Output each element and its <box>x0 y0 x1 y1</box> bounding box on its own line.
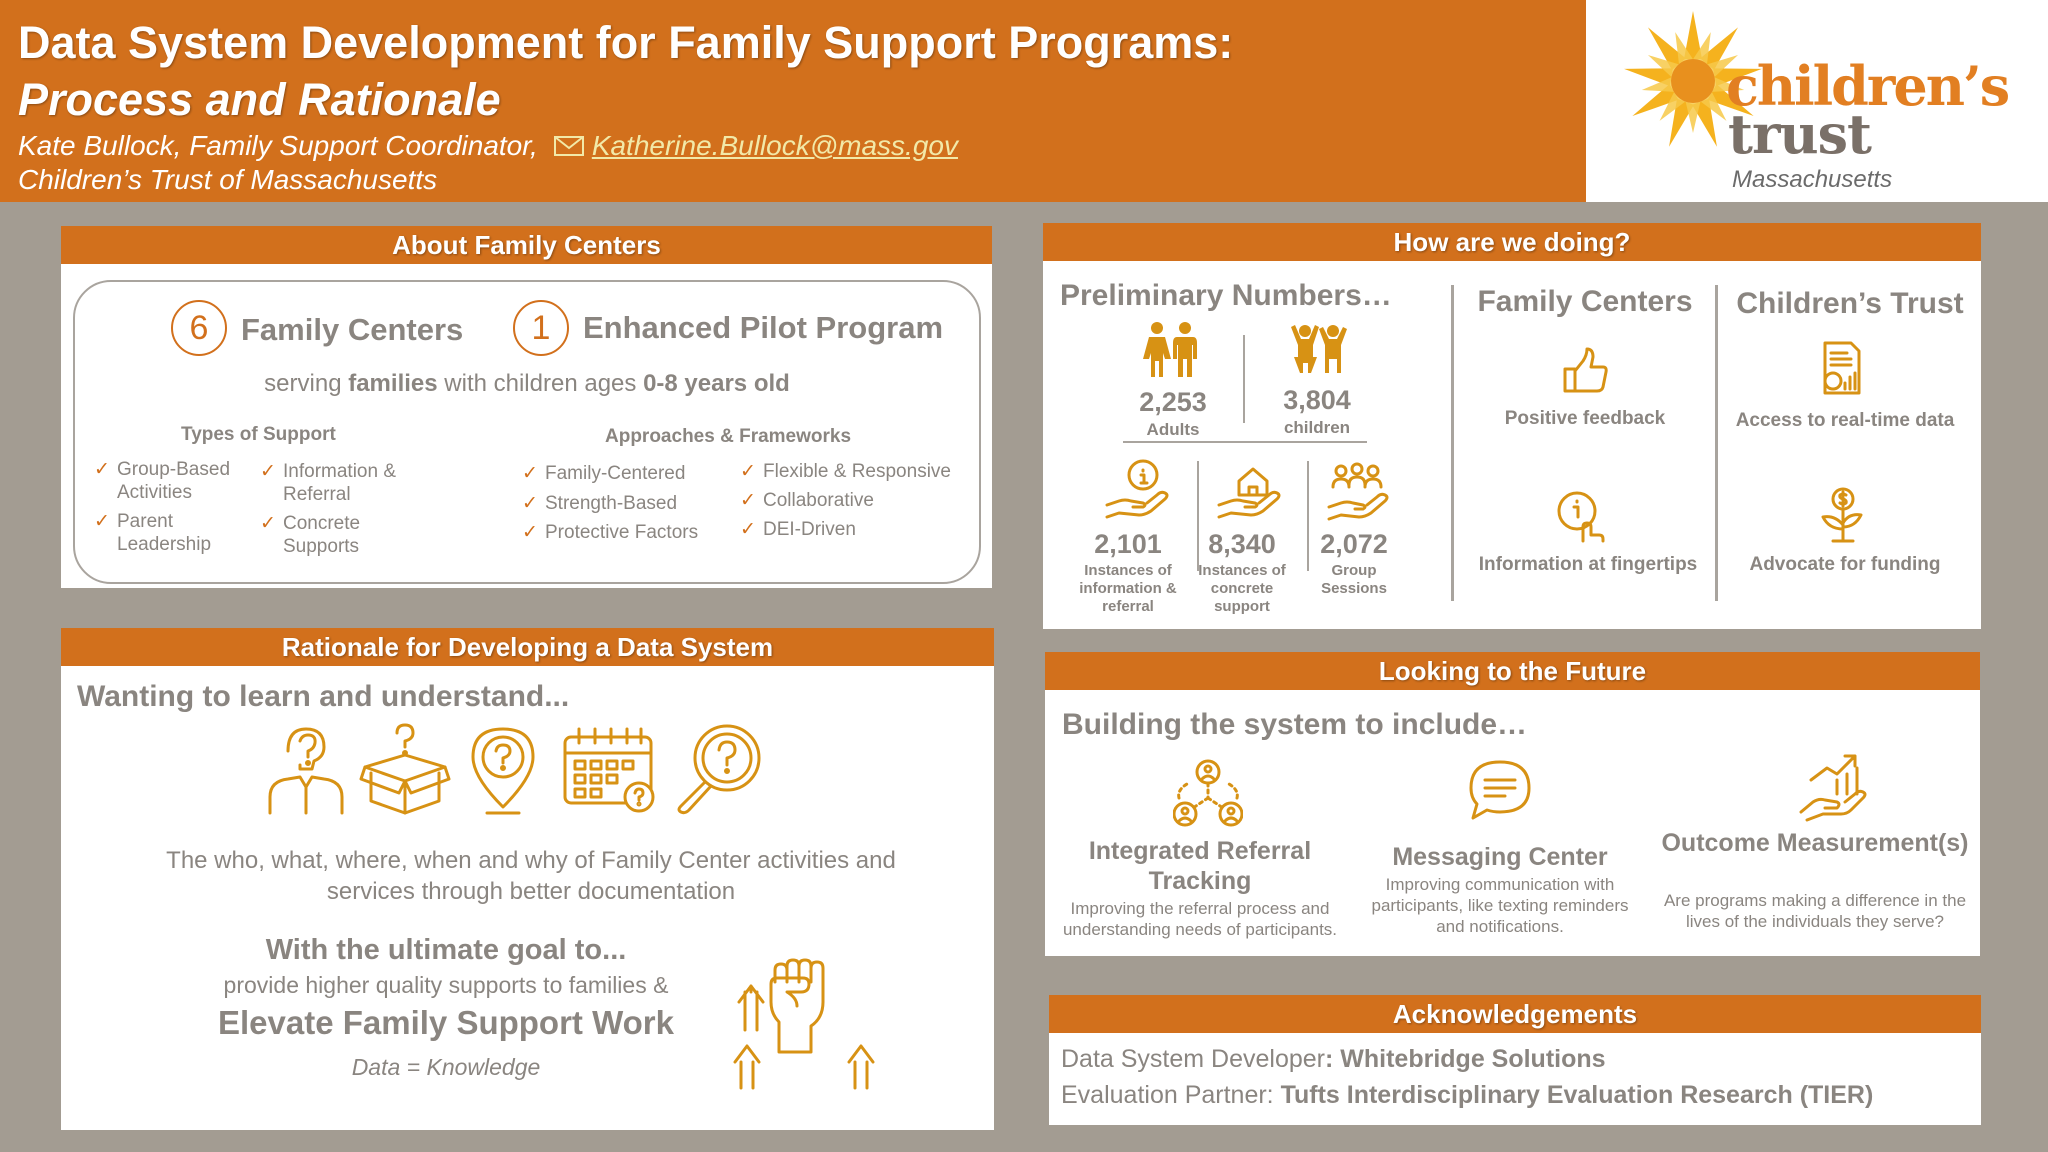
ack-panel <box>1049 995 1981 1125</box>
ack-title: Acknowledgements <box>1049 995 1981 1033</box>
check-icon: ✓ <box>260 513 276 534</box>
future-heading: Building the system to include… <box>1062 708 1528 741</box>
future-item-desc: Are programs making a difference in the lives of the individuals they serve? <box>1663 891 1967 931</box>
serving-line <box>75 370 979 398</box>
approach-label: Strength-Based <box>545 493 678 514</box>
divider-horizontal <box>1123 441 1367 443</box>
author-line <box>18 129 1568 163</box>
how-title: How are we doing? <box>1043 223 1981 261</box>
type-item <box>94 510 212 556</box>
section-divider <box>1715 285 1718 601</box>
ack-line1 <box>1061 1045 1606 1074</box>
check-icon: ✓ <box>94 459 110 480</box>
section-divider <box>1451 285 1454 601</box>
goal-sub: provide higher quality supports to families & <box>223 972 669 998</box>
check-icon: ✓ <box>522 463 538 484</box>
check-icon: ✓ <box>522 493 538 514</box>
future-item-desc: Improving the referral process and understanding needs of participants. <box>1062 899 1338 939</box>
rationale-panel <box>61 628 994 1130</box>
stat2-circle: 1 <box>513 300 569 356</box>
approaches-title: Approaches & Frameworks <box>605 426 852 447</box>
future-panel <box>1045 652 1980 956</box>
house-hand-icon <box>1217 463 1283 521</box>
group-hand-icon <box>1327 461 1389 523</box>
group-number: 2,072 <box>1320 529 1388 559</box>
fc-item1: Positive feedback <box>1504 408 1666 429</box>
title-line2: Process and Rationale <box>18 74 501 125</box>
approach-item <box>740 518 856 541</box>
divider <box>1243 335 1245 423</box>
mail-icon <box>554 136 584 156</box>
logo-word-trust: trust <box>1728 102 1871 166</box>
stat1-label: Family Centers <box>241 312 464 347</box>
serving-families: families <box>348 370 438 397</box>
box-question-icon <box>359 723 451 815</box>
about-panel <box>61 226 992 588</box>
goal-big: Elevate Family Support Work <box>217 1004 674 1041</box>
approach-label: Protective Factors <box>545 522 699 543</box>
stat1-circle: 6 <box>171 300 227 356</box>
rationale-description: The who, what, where, when and why of Family Center activities and services through better documentation <box>166 847 896 905</box>
magnifier-question-icon <box>671 720 767 816</box>
growth-hand-icon <box>1797 750 1869 822</box>
information-hand-icon <box>1105 459 1171 521</box>
approach-label: DEI-Driven <box>763 519 856 540</box>
goal-italic: Data = Knowledge <box>351 1054 541 1080</box>
type-item <box>94 458 231 504</box>
children-label: children <box>1283 418 1351 437</box>
logo-subtitle: Massachusetts <box>1732 166 1893 193</box>
logo-panel <box>1586 0 2048 202</box>
network-people-icon <box>1173 758 1243 828</box>
prelim-heading: Preliminary Numbers… <box>1060 279 1392 312</box>
info-label: Instances of information & referral <box>1079 562 1177 615</box>
thumbs-up-icon <box>1561 347 1609 395</box>
ct-item1: Access to real-time data <box>1735 410 1955 431</box>
future-title: Looking to the Future <box>1045 652 1980 690</box>
future-item-title: Outcome Measurement(s) <box>1661 829 1969 857</box>
organization: Children’s Trust of Massachusetts <box>18 164 438 195</box>
ack-line2-label: Evaluation Partner: <box>1061 1081 1281 1109</box>
about-box <box>73 280 981 584</box>
approach-item <box>522 462 686 485</box>
approach-label: Family-Centered <box>545 463 686 484</box>
ct-heading: Children’s Trust <box>1736 287 1964 320</box>
report-chart-icon <box>1817 341 1867 397</box>
approach-label: Flexible & Responsive <box>763 461 951 482</box>
check-icon: ✓ <box>740 461 756 482</box>
children-number: 3,804 <box>1283 385 1351 415</box>
serving-ages: 0-8 years old <box>643 370 790 397</box>
email-link[interactable]: Katherine.Bullock@mass.gov <box>591 130 958 161</box>
adults-label: Adults <box>1146 420 1200 439</box>
serving-prefix: serving <box>264 370 349 397</box>
ack-line2 <box>1061 1081 1873 1110</box>
ack-line1-label: Data System Developer <box>1061 1045 1326 1073</box>
money-plant-icon <box>1819 487 1865 543</box>
concrete-number: 8,340 <box>1208 529 1276 559</box>
stat2-label: Enhanced Pilot Program <box>583 310 944 345</box>
ack-line1-value: : Whitebridge Solutions <box>1325 1045 1606 1073</box>
type-item <box>260 512 361 558</box>
type-item <box>260 460 396 506</box>
serving-mid: with children ages <box>437 370 644 397</box>
approach-item <box>740 489 874 512</box>
type-label: Parent Leadership <box>117 511 212 555</box>
logo-word-childrens: children’s <box>1726 54 2009 118</box>
author-name: Kate Bullock, Family Support Coordinator, <box>18 130 538 161</box>
info-number: 2,101 <box>1094 529 1162 559</box>
adults-icon <box>1139 321 1203 379</box>
check-icon: ✓ <box>94 511 110 532</box>
future-item-desc: Improving communication with participants, like texting reminders and notifications. <box>1371 875 1629 936</box>
type-label: Information & Referral <box>283 461 396 505</box>
fc-item2: Information at fingertips <box>1478 554 1698 575</box>
check-icon: ✓ <box>522 522 538 543</box>
info-touch-icon <box>1555 491 1605 543</box>
type-label: Group-Based Activities <box>117 459 231 503</box>
check-icon: ✓ <box>740 519 756 540</box>
approach-label: Collaborative <box>763 490 874 511</box>
poster-header <box>0 0 1586 202</box>
children-icon <box>1289 323 1349 375</box>
types-title: Types of Support <box>181 424 336 445</box>
approach-item <box>740 460 951 483</box>
fc-heading: Family Centers <box>1477 285 1693 318</box>
raised-fist-arrows-icon <box>731 942 881 1092</box>
type-label: Concrete Supports <box>283 513 361 557</box>
rationale-title: Rationale for Developing a Data System <box>61 628 994 666</box>
group-label: Group Sessions <box>1321 562 1387 597</box>
future-item-title: Messaging Center <box>1392 843 1608 871</box>
ct-item2: Advocate for funding <box>1749 554 1941 575</box>
about-title: About Family Centers <box>61 226 992 264</box>
check-icon: ✓ <box>740 490 756 511</box>
title-line1: Data System Development for Family Support Programs: <box>18 17 1234 68</box>
goal-heading: With the ultimate goal to... <box>265 934 627 966</box>
chat-bubble-icon <box>1465 756 1535 826</box>
adults-number: 2,253 <box>1139 387 1207 417</box>
location-question-icon <box>465 723 541 815</box>
check-icon: ✓ <box>260 461 276 482</box>
future-item-title: Integrated Referral Tracking <box>1088 837 1312 895</box>
concrete-label: Instances of concrete support <box>1198 562 1286 615</box>
ack-line2-value: Tufts Interdisciplinary Evaluation Research (TIER) <box>1280 1081 1874 1109</box>
calendar-question-icon <box>561 723 659 815</box>
how-panel <box>1043 223 1981 629</box>
rationale-heading: Wanting to learn and understand... <box>77 680 570 713</box>
person-question-icon <box>266 723 346 815</box>
approach-item <box>522 492 678 515</box>
approach-item <box>522 521 699 544</box>
